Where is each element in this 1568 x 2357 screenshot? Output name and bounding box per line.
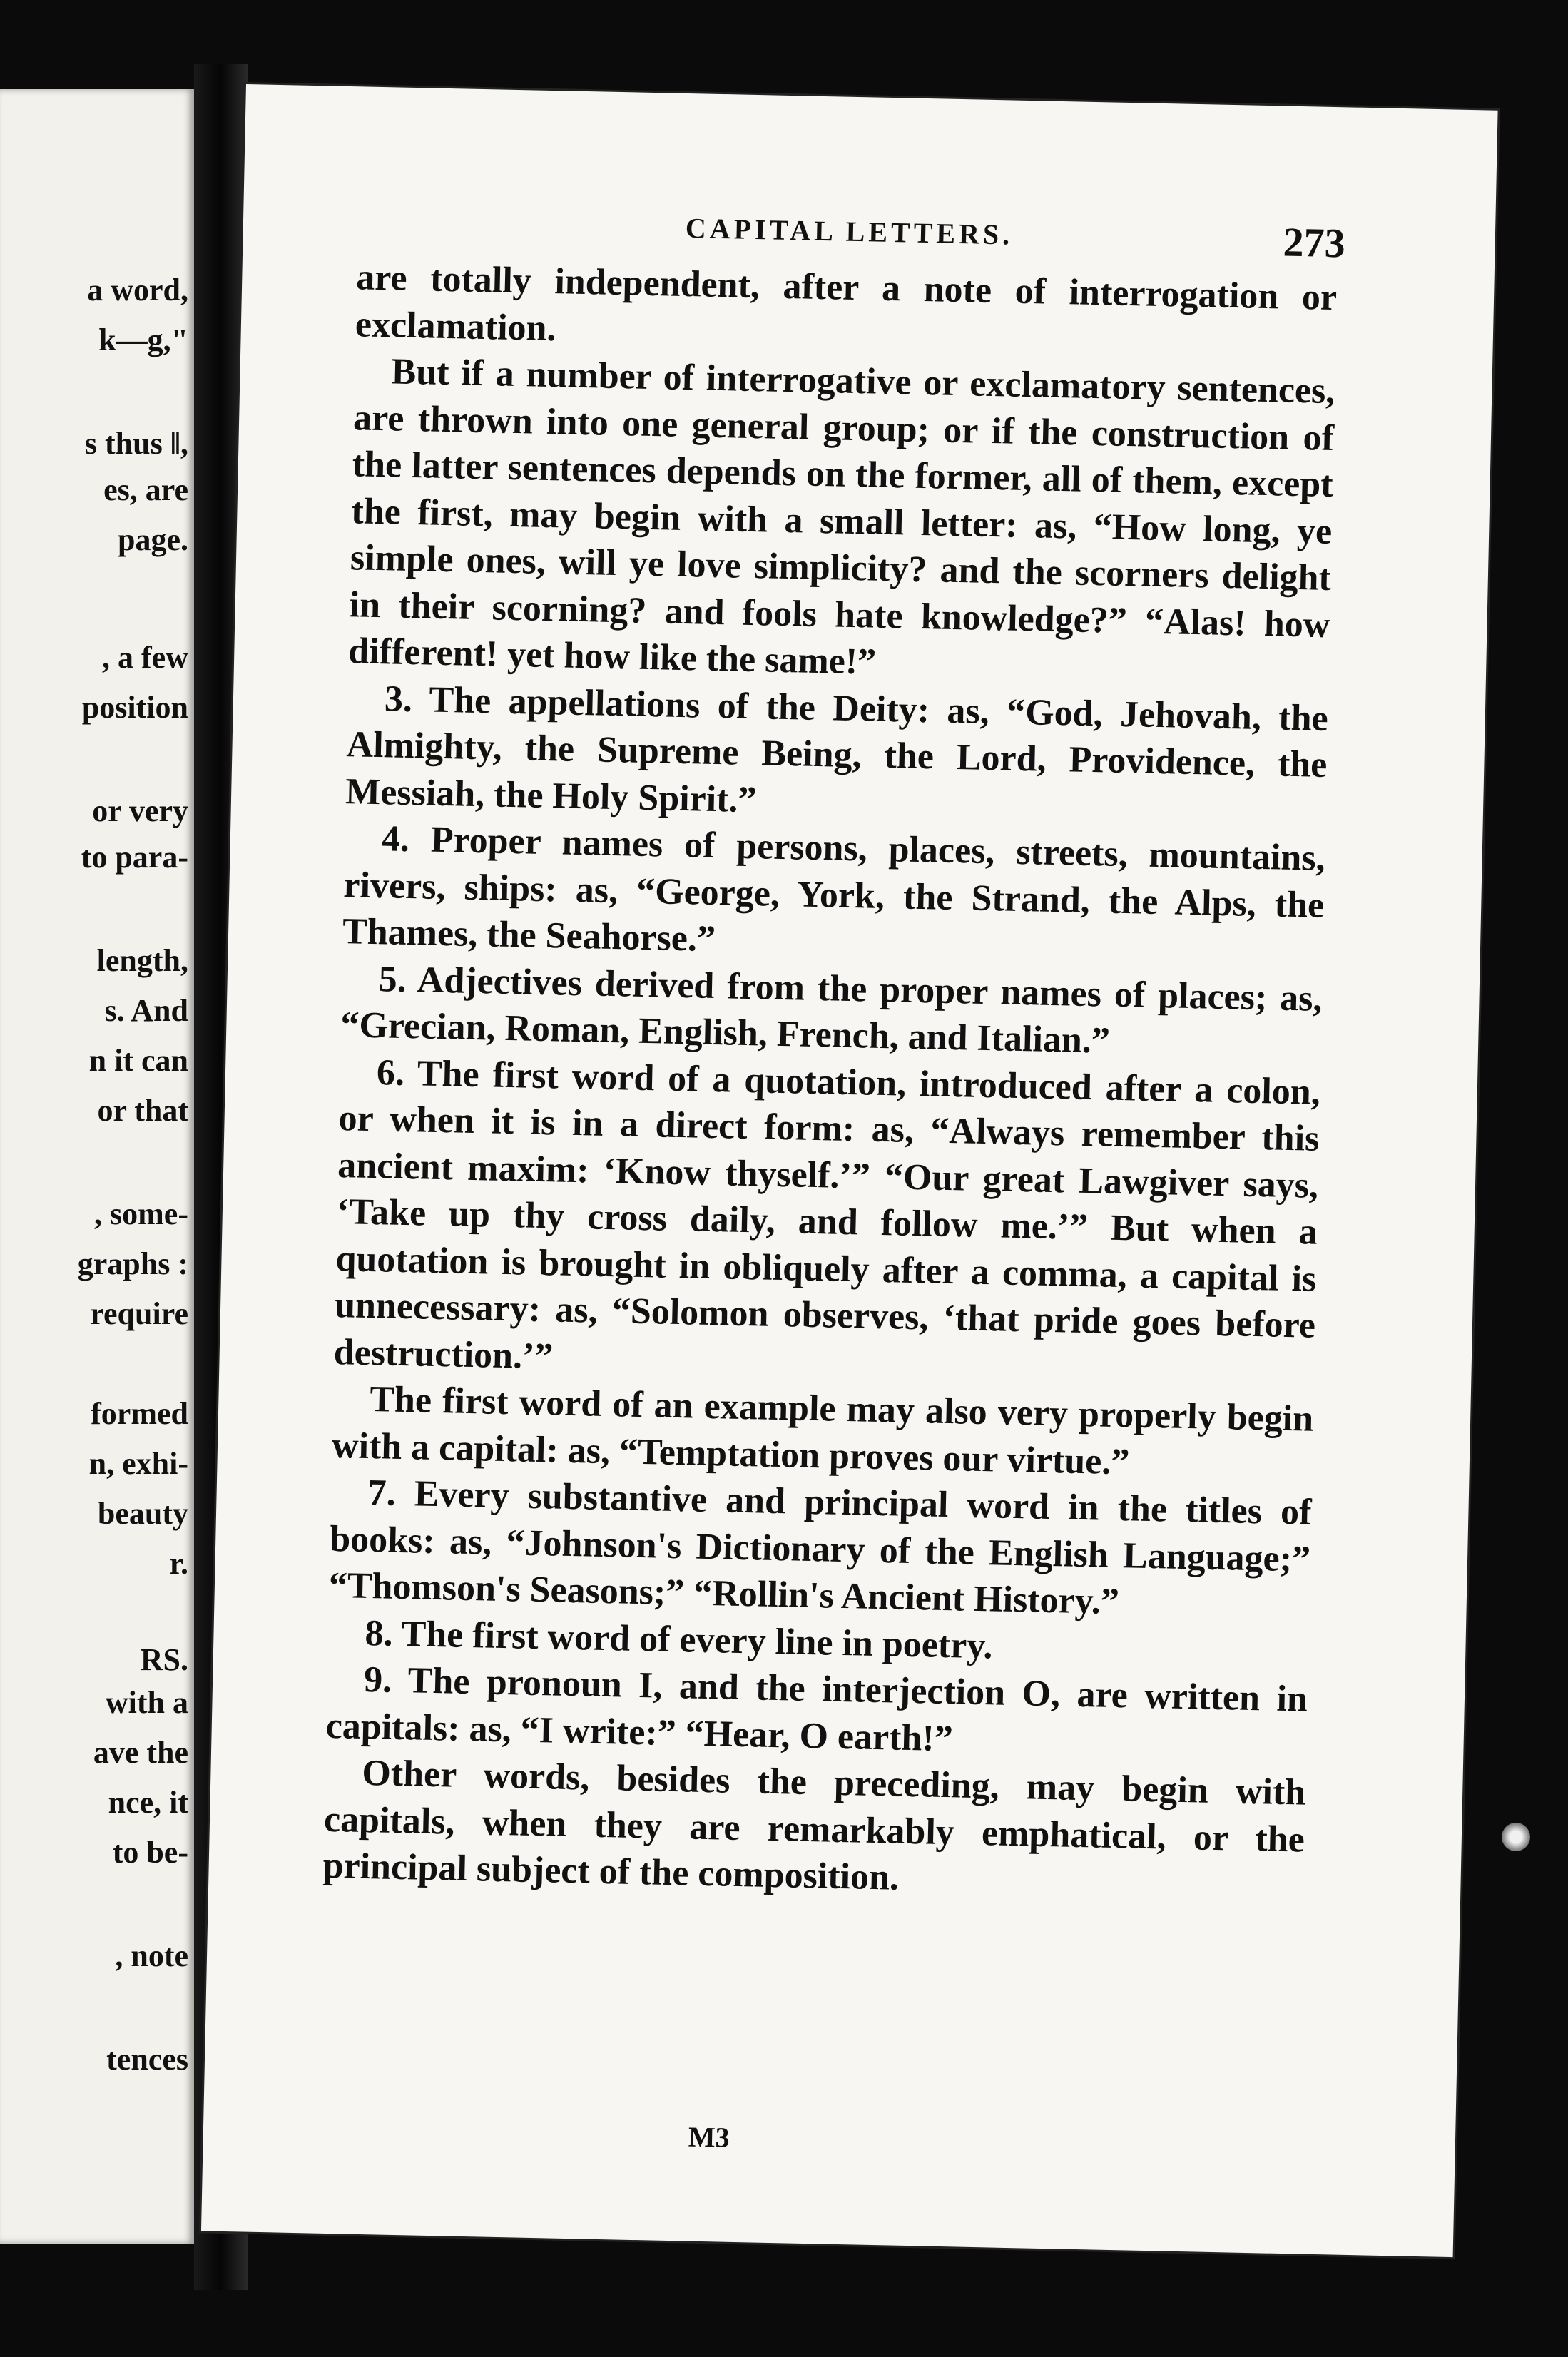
left-page-line: page. [118, 522, 188, 557]
left-page-line: a word, [87, 273, 188, 307]
paragraph: 6. The first word of a quotation, introduced after a colon, or when it is in a direct form: as, “Always remember this ancient maxim: ‘Know thyself.’” “Our great Lawgiver says, ‘Take up thy cross daily, and follow me.’” But when a quotation is brought in obliquely after a comma, a capital is unnecessary: as, “Solomon observes, ‘that pride goes before destruction.’” [333, 1052, 1321, 1377]
paragraph: 8. The first word of every line in poetry. [364, 1612, 994, 1666]
left-page-line: to para- [81, 840, 188, 875]
right-page [201, 84, 1498, 2257]
left-page-line: with a [105, 1685, 188, 1720]
left-page-fragment [0, 89, 194, 2244]
paragraph: Other words, besides the preceding, may begin with capitals, when they are remarkably emphatical, or the principal subject of the composition. [322, 1752, 1306, 1898]
paragraph: 4. Proper names of persons, places, streets, mountains, rivers, ships: as, “George, York, the Strand, the Alps, the Thames, the Seahorse.” [342, 818, 1326, 960]
page-number: 273 [1283, 218, 1346, 267]
body-text [322, 254, 1338, 1910]
paragraph: But if a number of interrogative or exclamatory sentences, are thrown into one general group; or if the construction of the latter sentences depends on the former, all of them, except the first, may begin with a small letter: as, “How long, ye simple ones, will ye love simplicity? and the scorners delight in their scorning? and fools hate knowledge?” “Alas! how different! yet how like the same!” [347, 351, 1335, 683]
left-page-line: , a few [102, 640, 188, 675]
left-page-line: tences [106, 2042, 188, 2077]
left-page-line: n it can [88, 1043, 188, 1078]
left-page-line: nce, it [108, 1785, 188, 1820]
left-page-line: s. And [104, 993, 188, 1028]
left-page-line: n, exhi- [88, 1446, 188, 1481]
left-page-line: beauty [97, 1496, 188, 1531]
running-head: CAPITAL LETTERS. [685, 211, 1014, 251]
left-page-line: , some- [94, 1196, 188, 1231]
left-page-line: length, [96, 943, 188, 978]
left-page-line: or very [92, 793, 188, 828]
left-page-line: require [90, 1296, 188, 1331]
left-page-line: , note [115, 1938, 188, 1973]
left-page-line: es, are [103, 472, 188, 507]
left-page-line: r. [169, 1546, 188, 1581]
left-page-line: ave the [93, 1735, 188, 1770]
ink-stain-icon [1502, 1823, 1530, 1851]
left-page-line: position [81, 690, 188, 725]
paragraph: The first word of an example may also very properly begin with a capital: as, “Temptation proves our virtue.” [331, 1379, 1314, 1482]
left-page-line: to be- [112, 1835, 188, 1870]
left-page-line: formed [91, 1396, 188, 1431]
left-page-line: graphs : [77, 1246, 188, 1281]
left-page-line: s thus ‖, [84, 426, 188, 461]
left-page-line: or that [97, 1093, 188, 1128]
paragraph: 9. The pronoun I, and the interjection O, are written in capitals: as, “I write:” “Hear, O earth!” [325, 1659, 1308, 1759]
signature-mark: M3 [688, 2120, 730, 2154]
paragraph: are totally independent, after a note of interrogation or exclamation. [355, 257, 1338, 349]
paragraph: 7. Every substantive and principal word in the titles of books: as, “Johnson's Dictionary of the English Language;” “Thomson's Seasons;” “Rollin's Ancient History.” [328, 1472, 1312, 1623]
left-page-line: k—g," [98, 322, 188, 357]
paragraph: 5. Adjectives derived from the proper names of places; as, “Grecian, Roman, English, French, and Italian.” [340, 958, 1323, 1062]
left-page-line: RS. [140, 1642, 188, 1677]
paragraph: 3. The appellations of the Deity: as, “God, Jehovah, the Almighty, the Supreme Being, the Lord, Providence, the Messiah, the Holy Spirit.” [345, 678, 1329, 820]
